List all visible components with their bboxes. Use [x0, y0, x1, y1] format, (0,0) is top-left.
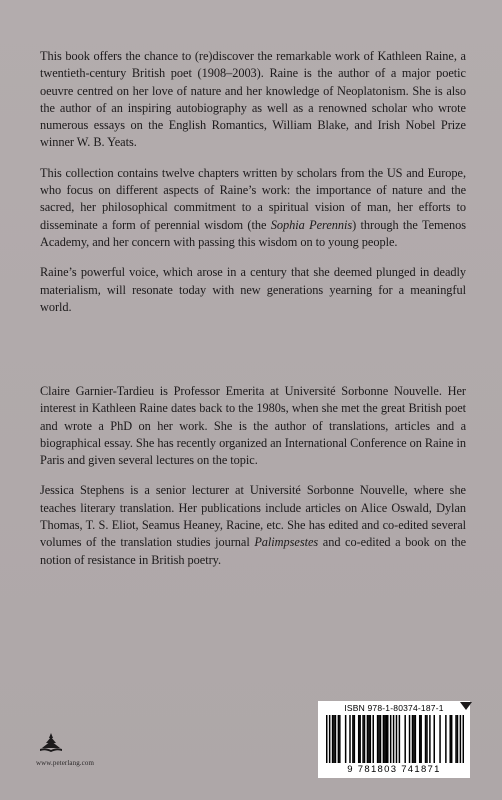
barcode-bar — [439, 715, 441, 763]
barcode-bar — [455, 715, 457, 763]
barcode-bar — [445, 715, 447, 763]
barcode-bar — [396, 715, 398, 763]
barcode-bar — [352, 715, 354, 763]
publisher-website: www.peterlang.com — [36, 759, 95, 767]
barcode-bar — [399, 715, 401, 763]
barcode-bar — [377, 715, 379, 763]
book-description — [40, 48, 466, 329]
bio-stephens-start: Jessica Stephens is a senior lecturer at Université Sorbonne Nouvelle, where she teaches literary translation. Her publications include articles on Alice Oswald, Dylan Thomas, T. S. Eliot, Seamus Heaney, Racine, etc. She has edited and co-edited several volumes of the translation studies journal — [40, 483, 466, 550]
peter-lang-pyramid-book-icon — [38, 732, 64, 754]
barcode-bar — [333, 715, 335, 763]
description-paragraph-2-start: This collection contains twelve chapters written by scholars from the US and Europe, who focus on different aspects of Raine’s work: the importance of nature and the sacred, her philosophical commitment to a spiritual vision of man, her efforts to disseminate a form of perennial wisdom (the — [40, 165, 466, 232]
barcode-bar — [332, 715, 334, 763]
barcode-bar — [370, 715, 372, 763]
barcode-bar — [329, 715, 331, 763]
description-paragraph-1: This book offers the chance to (re)discover the remarkable work of Kathleen Raine, a twentieth-century British poet (1908–2003). Raine is the author of a major poetic oeuvre centred on her love of nature and her knowledge of Neoplatonism. She is also the author of an inspiring autobiography as well as a renowned scholar who wrote numerous essays on the English Romantics, William Blake, and Irish Nobel Prize winner W. B. Yeats. — [40, 49, 466, 150]
barcode-bar — [380, 715, 382, 763]
barcode-bar — [372, 715, 374, 763]
barcode-bar — [335, 715, 337, 763]
description-paragraph-2 — [40, 165, 466, 251]
barcode-bar — [419, 715, 421, 763]
barcode-bar — [326, 715, 328, 763]
barcode-bar — [386, 715, 388, 763]
barcode-bar — [339, 715, 341, 763]
barcode-bars — [326, 715, 464, 763]
bio-stephens — [40, 482, 466, 568]
bio-garnier-tardieu: Claire Garnier-Tardieu is Professor Emerita at Université Sorbonne Nouvelle. Her interest in Kathleen Raine dates back to the 1980s, when she met the great British poet and wrote a PhD on her work. She is the author of translations, articles and a biographical essay. She has recently organized an International Conference on Raine in Paris and given several lectures on the topic. — [40, 384, 466, 468]
barcode-bar — [354, 715, 356, 763]
barcode-bar — [387, 715, 389, 763]
sophia-perennis-title: Sophia Perennis — [270, 217, 353, 232]
barcode-bar — [358, 715, 360, 763]
barcode-bar — [429, 715, 431, 763]
barcode-bar — [449, 715, 451, 763]
description-paragraph-3: Raine’s powerful voice, which arose in a century that she deemed plunged in deadly materialism, will resonate today with new generations yearning for a meaningful world. — [40, 265, 466, 314]
barcode-bar — [409, 715, 411, 763]
barcode-bar — [367, 715, 369, 763]
barcode-bar — [368, 715, 370, 763]
barcode-bar — [345, 715, 347, 763]
barcode-bar — [433, 715, 435, 763]
editor-biographies — [40, 383, 466, 582]
isbn-barcode — [318, 701, 470, 778]
barcode-bar — [390, 715, 392, 763]
palimpsestes-title: Palimpsestes — [254, 535, 319, 550]
barcode-bar — [393, 715, 395, 763]
barcode-bar — [362, 715, 364, 763]
barcode-bar — [338, 715, 340, 763]
barcode-bar — [378, 715, 380, 763]
bio-stephens-end: and co-edited a book on the notion of resistance in British poetry. — [40, 535, 467, 567]
barcode-bar — [413, 715, 415, 763]
barcode-bar — [425, 715, 427, 763]
barcode-bar — [383, 715, 385, 763]
barcode-bar — [451, 715, 453, 763]
barcode-bar — [463, 715, 464, 763]
isbn-label: ISBN 978-1-80374-187-1 — [344, 703, 444, 713]
barcode-bar — [460, 715, 462, 763]
barcode-bar — [426, 715, 428, 763]
barcode-bar — [457, 715, 459, 763]
description-paragraph-2-end: ) through the Temenos Academy, and her concern with passing this wisdom on to young people. — [40, 217, 467, 249]
barcode-bar — [420, 715, 422, 763]
barcode-bar — [359, 715, 361, 763]
barcode-bar — [349, 715, 351, 763]
barcode-bar — [364, 715, 366, 763]
barcode-bar — [412, 715, 414, 763]
barcode-bar — [415, 715, 417, 763]
corner-marker — [460, 702, 472, 710]
barcode-digits: 9 781803 741871 — [347, 764, 441, 775]
barcode-bar — [404, 715, 406, 763]
barcode-bar — [384, 715, 386, 763]
